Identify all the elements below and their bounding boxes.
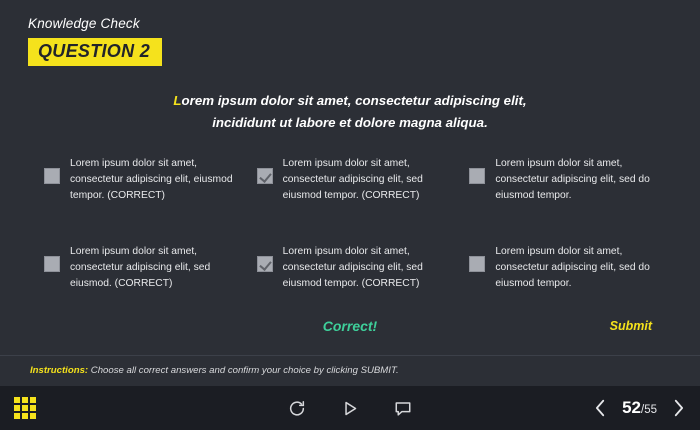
checkbox-option-3[interactable] [469, 168, 485, 184]
answer-option[interactable] [469, 156, 664, 204]
answer-label-6: Lorem ipsum dolor sit amet, consectetur adipiscing elit, sed do eiusmod tempor. [495, 245, 650, 289]
page-indicator [622, 398, 657, 418]
checkbox-option-5[interactable] [257, 256, 273, 272]
player-tools [288, 399, 413, 418]
instructions-body: Choose all correct answers and confirm your choice by clicking SUBMIT. [88, 365, 399, 376]
knowledge-check-kicker: Knowledge Check [28, 16, 140, 31]
answer-label-1: Lorem ipsum dolor sit amet, consectetur adipiscing elit, eiusmod tempor. (CORRECT) [70, 157, 233, 201]
submit-button[interactable]: Submit [609, 318, 652, 333]
instructions-bar [0, 355, 700, 386]
grid-cell [30, 405, 36, 411]
current-page-number: 52 [622, 398, 641, 417]
question-number-badge: QUESTION 2 [28, 38, 162, 66]
question-line-2: incididunt ut labore et dolore magna aliqua. [212, 114, 488, 130]
grid-cell [14, 413, 20, 419]
grid-cell [22, 397, 28, 403]
answer-option[interactable] [257, 156, 452, 204]
instructions-label: Instructions: [30, 365, 89, 376]
answer-label-2: Lorem ipsum dolor sit amet, consectetur adipiscing elit, sed eiusmod tempor. (CORRECT) [282, 157, 423, 201]
answer-option[interactable] [257, 244, 452, 292]
grid-cell [14, 397, 20, 403]
bottom-navigation-bar [0, 386, 700, 430]
answer-option[interactable] [469, 244, 664, 292]
chevron-right-icon[interactable] [671, 398, 686, 418]
slide-header [0, 0, 700, 66]
grid-cell [14, 405, 20, 411]
checkbox-option-4[interactable] [44, 256, 60, 272]
menu-grid-icon[interactable] [14, 397, 36, 419]
play-icon[interactable] [341, 399, 360, 418]
answer-label-3: Lorem ipsum dolor sit amet, consectetur adipiscing elit, sed do eiusmod tempor. [495, 157, 650, 201]
notes-icon[interactable] [394, 399, 413, 418]
grid-cell [30, 397, 36, 403]
answer-option[interactable] [44, 244, 239, 292]
action-row [0, 318, 700, 352]
feedback-message: Correct! [322, 317, 378, 334]
question-lead-capital: L [173, 93, 182, 108]
page-navigation [593, 398, 686, 418]
answer-option[interactable] [44, 156, 239, 204]
checkbox-option-1[interactable] [44, 168, 60, 184]
grid-cell [22, 413, 28, 419]
replay-icon[interactable] [288, 399, 307, 418]
question-text [42, 90, 658, 134]
question-line-1: orem ipsum dolor sit amet, consectetur adipiscing elit, [181, 93, 527, 108]
grid-cell [30, 413, 36, 419]
checkbox-option-2[interactable] [257, 168, 273, 184]
answer-label-5: Lorem ipsum dolor sit amet, consectetur adipiscing elit, sed eiusmod tempor. (CORRECT) [282, 245, 423, 289]
answer-options-grid [44, 156, 664, 292]
instructions-text [30, 365, 700, 376]
total-pages: /55 [641, 404, 657, 416]
chevron-left-icon[interactable] [593, 398, 608, 418]
grid-cell [22, 405, 28, 411]
checkbox-option-6[interactable] [469, 256, 485, 272]
answer-label-4: Lorem ipsum dolor sit amet, consectetur adipiscing elit, sed eiusmod. (CORRECT) [70, 245, 211, 289]
